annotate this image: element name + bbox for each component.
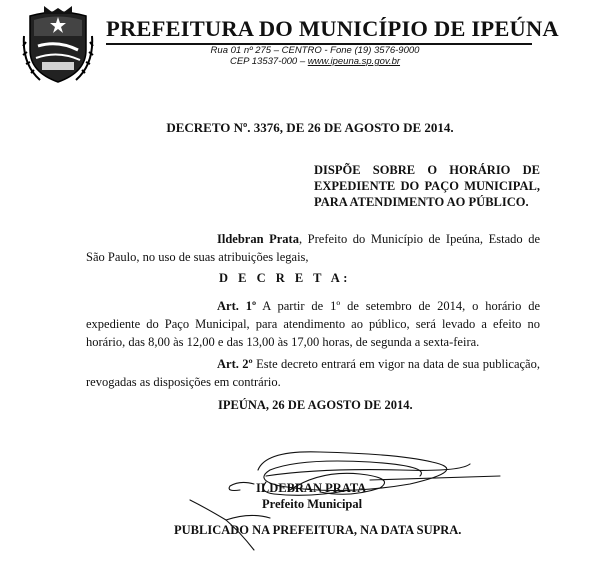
website-link[interactable]: www.ipeuna.sp.gov.br <box>307 56 401 67</box>
article-1 <box>86 297 540 351</box>
postal-line <box>160 56 470 67</box>
decree-title: DECRETO Nº. 3376, DE 26 DE AGOSTO DE 2014. <box>166 120 454 135</box>
intro-paragraph <box>86 230 540 266</box>
article-1-text: A partir de 1º de setembro de 2014, o horário de expediente do Paço Municipal, para atendimento ao público, será levado a efeito no horário, das 8,00 às 12,00 e das 13,00 às 17,00 horas, de segunda a sexta-feira. <box>86 299 540 349</box>
decree-summary: DISPÕE SOBRE O HORÁRIO DE EXPEDIENTE DO PAÇO MUNICIPAL, PARA ATENDIMENTO AO PÚBLICO. <box>314 163 540 209</box>
article-1-label: Art. 1º <box>217 299 257 313</box>
mayor-name: Ildebran Prata <box>217 232 299 246</box>
publication-note: PUBLICADO NA PREFEITURA, NA DATA SUPRA. <box>174 523 462 537</box>
article-2 <box>86 355 540 391</box>
intro-text: , Prefeito do Município de Ipeúna, Estado de São Paulo, no uso de suas atribuições legais, <box>86 232 541 264</box>
municipality-title: PREFEITURA DO MUNICÍPIO DE IPEÚNA <box>106 16 559 41</box>
address-line: Rua 01 nº 275 – CENTRO - Fone (19) 3576-9000 <box>210 45 420 56</box>
article-2-text: Este decreto entrará em vigor na data de sua publicação, revogadas as disposições em contrário. <box>86 357 540 389</box>
municipal-crest-icon <box>22 6 94 86</box>
postal-code: CEP 13537-000 – <box>229 56 308 67</box>
handwritten-signature <box>170 440 530 560</box>
signer-role: Prefeito Municipal <box>262 497 363 511</box>
signer-name: ILDEBRAN PRATA <box>256 481 367 495</box>
decreta-heading: D E C R E T A: <box>219 271 351 285</box>
article-2-label: Art. 2º <box>217 357 253 371</box>
place-and-date: IPEÚNA, 26 DE AGOSTO DE 2014. <box>218 398 413 412</box>
